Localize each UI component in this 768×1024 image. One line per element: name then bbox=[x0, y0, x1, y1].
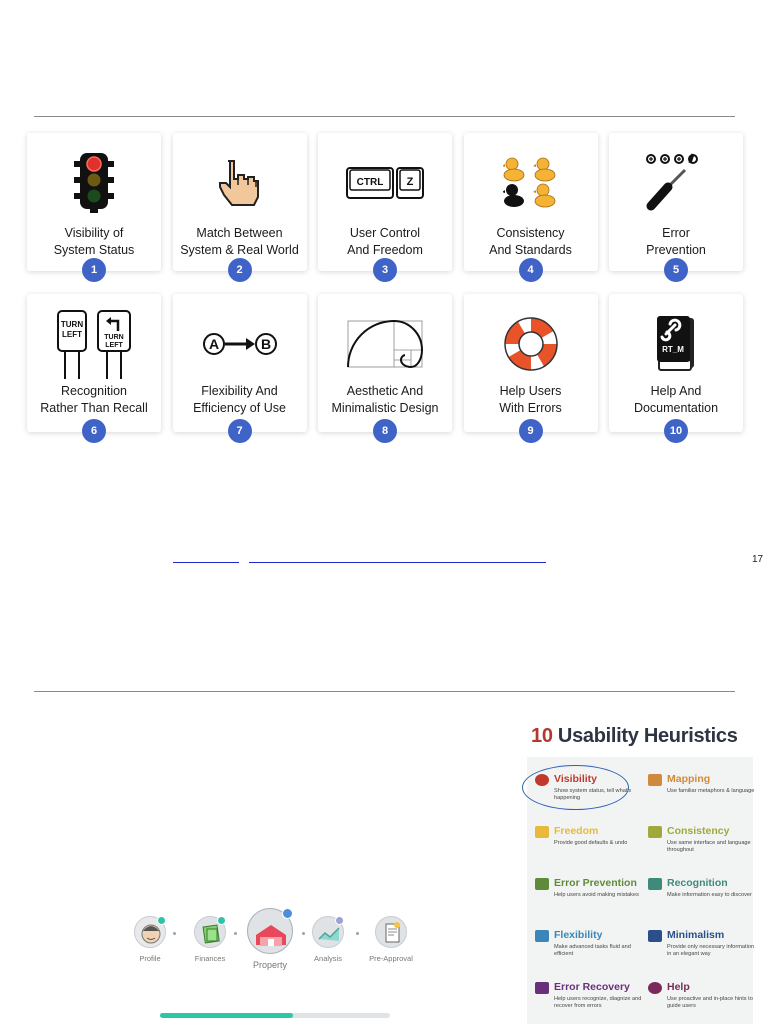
heuristic-label-line2: And Freedom bbox=[347, 243, 423, 257]
heuristic-number-badge: 3 bbox=[373, 258, 397, 282]
heuristic-name: Minimalism bbox=[667, 929, 725, 941]
heuristic-label-line2: And Standards bbox=[489, 243, 572, 257]
progress-bar bbox=[160, 1013, 390, 1018]
heuristic-label-line1: Aesthetic And bbox=[346, 384, 424, 398]
turn-left-signs-icon bbox=[56, 297, 132, 381]
heuristic-label-line2: System & Real World bbox=[180, 243, 299, 257]
heuristic-label-line2: With Errors bbox=[499, 401, 562, 415]
progress-bar-fill bbox=[160, 1013, 293, 1018]
heuristic-label-line1: User Control bbox=[349, 226, 421, 240]
step-property bbox=[242, 908, 298, 970]
warning-icon bbox=[535, 878, 549, 890]
page-number: 17 bbox=[752, 554, 764, 565]
minus-box-icon bbox=[648, 930, 662, 942]
heuristic-label-line2: System Status bbox=[53, 243, 135, 257]
heuristic-number-badge: 9 bbox=[519, 419, 543, 443]
step-separator bbox=[302, 932, 305, 935]
top-divider bbox=[34, 116, 735, 117]
heuristic-label-line2: Prevention bbox=[646, 243, 706, 257]
pointing-hand-icon bbox=[218, 159, 262, 207]
heuristic-description: Provide only necessary information in an elegant way bbox=[667, 944, 755, 957]
step-separator bbox=[356, 932, 359, 935]
heuristic-name: Freedom bbox=[554, 825, 599, 837]
house-icon bbox=[247, 908, 293, 954]
heuristic-name: Error Prevention bbox=[554, 877, 637, 889]
heuristic-card-6 bbox=[27, 294, 161, 437]
heuristic-description: Provide good defaults & undo bbox=[554, 840, 628, 846]
screwdriver-icon bbox=[645, 152, 707, 214]
heuristic-card-3 bbox=[318, 133, 452, 276]
step-label: Property bbox=[252, 960, 287, 970]
ctrl-key-label: CTRL bbox=[356, 177, 384, 188]
a-to-b-arrow-icon bbox=[202, 331, 278, 357]
heuristic-number-badge: 10 bbox=[664, 419, 688, 443]
sign-text-left: LEFT bbox=[62, 330, 82, 339]
golden-spiral-icon bbox=[347, 320, 423, 368]
source-link-long[interactable] bbox=[249, 562, 546, 563]
heuristic-description: Use same interface and language throughout bbox=[667, 840, 751, 853]
heuristic-card-8 bbox=[318, 294, 452, 437]
heuristic-name: Flexibility bbox=[554, 929, 603, 941]
step-finances bbox=[190, 916, 230, 963]
hand-icon bbox=[535, 826, 549, 838]
sign-text-turn: TURN bbox=[104, 334, 124, 341]
heuristic-label-line2: Minimalistic Design bbox=[331, 401, 439, 415]
equals-arrows-icon bbox=[648, 826, 662, 838]
title-text: Usability Heuristics bbox=[557, 725, 738, 747]
sign-text-left: LEFT bbox=[105, 342, 123, 349]
book-text: RT_M bbox=[662, 345, 684, 354]
heuristics-row-1 bbox=[27, 133, 743, 276]
manual-book-icon bbox=[656, 316, 696, 372]
heuristic-number-badge: 6 bbox=[82, 419, 106, 443]
heuristic-number-badge: 8 bbox=[373, 419, 397, 443]
heuristic-card-2 bbox=[173, 133, 307, 276]
heuristic-description: Help users avoid making mistakes bbox=[554, 892, 639, 898]
heuristic-label-line2: Documentation bbox=[633, 401, 719, 415]
letter-a: A bbox=[208, 336, 219, 352]
help-icon bbox=[648, 982, 662, 994]
heuristic-card-9 bbox=[464, 294, 598, 437]
step-analysis bbox=[310, 916, 346, 963]
heuristic-name: Visibility bbox=[554, 773, 597, 785]
z-key-label: Z bbox=[406, 176, 414, 188]
step-label: Profile bbox=[139, 954, 161, 963]
document-icon bbox=[375, 916, 407, 948]
heuristic-description: Use familiar metaphors & language bbox=[667, 788, 755, 794]
money-icon bbox=[194, 916, 226, 948]
heuristic-name: Help bbox=[667, 981, 690, 993]
heuristic-label-line1: Help And bbox=[650, 384, 702, 398]
letter-b: B bbox=[260, 336, 271, 352]
step-profile bbox=[132, 916, 168, 963]
lock-icon bbox=[535, 982, 549, 994]
heuristic-name: Recognition bbox=[667, 877, 728, 889]
heuristic-card-7 bbox=[173, 294, 307, 437]
visibility-highlight-circle bbox=[522, 765, 629, 810]
step-separator bbox=[234, 932, 237, 935]
heuristic-label-line1: Visibility of bbox=[64, 226, 124, 240]
heuristic-label-line1: Recognition bbox=[60, 384, 127, 398]
heuristic-label-line1: Flexibility And bbox=[201, 384, 278, 398]
heuristic-number-badge: 5 bbox=[664, 258, 688, 282]
title-number: 10 bbox=[531, 725, 553, 747]
ctrl-z-keys-icon bbox=[346, 166, 424, 200]
infographic-title bbox=[531, 725, 738, 748]
heuristic-label-line1: Consistency bbox=[496, 226, 565, 240]
heuristic-card-4 bbox=[464, 133, 598, 276]
heuristic-label-line1: Help Users bbox=[499, 384, 562, 398]
life-ring-icon bbox=[504, 317, 558, 371]
heuristic-label-line1: Match Between bbox=[196, 226, 283, 240]
heuristic-number-badge: 4 bbox=[519, 258, 543, 282]
bottom-divider bbox=[34, 691, 735, 692]
avatar-icon bbox=[134, 916, 166, 948]
source-link-short[interactable] bbox=[173, 562, 239, 563]
heuristic-name: Error Recovery bbox=[554, 981, 630, 993]
heuristic-card-5 bbox=[609, 133, 743, 276]
heuristic-name: Consistency bbox=[667, 825, 730, 837]
heuristic-card-1 bbox=[27, 133, 161, 276]
step-label: Pre-Approval bbox=[369, 954, 413, 963]
heuristic-number-badge: 7 bbox=[228, 419, 252, 443]
heuristic-label-line2: Efficiency of Use bbox=[193, 401, 286, 415]
heuristic-name: Mapping bbox=[667, 773, 711, 785]
heuristic-label-line1: Error bbox=[662, 226, 690, 240]
progress-steps bbox=[128, 908, 420, 1024]
heuristic-description: Show system status, tell what's happening bbox=[554, 788, 632, 801]
traffic-light-icon bbox=[74, 153, 114, 213]
heuristic-description: Use proactive and in-place hints to guide users bbox=[667, 996, 753, 1009]
heuristic-number-badge: 1 bbox=[82, 258, 106, 282]
step-label: Analysis bbox=[314, 954, 342, 963]
heuristic-description: Help users recognize, diagnize and recover from errors bbox=[554, 996, 642, 1009]
step-pre-approval bbox=[366, 916, 416, 963]
shuffle-icon bbox=[535, 930, 549, 942]
heuristic-description: Make information easy to discover bbox=[667, 892, 752, 898]
heuristic-description: Make advanced tasks fluid and efficient bbox=[554, 944, 631, 957]
sign-text-turn: TURN bbox=[60, 320, 84, 329]
step-separator bbox=[173, 932, 176, 935]
rubber-ducks-icon bbox=[503, 156, 559, 210]
heuristics-row-2 bbox=[27, 294, 743, 437]
heuristic-label-line2: Rather Than Recall bbox=[40, 401, 148, 415]
chart-icon bbox=[312, 916, 344, 948]
open-book-icon bbox=[648, 878, 662, 890]
heuristic-card-10 bbox=[609, 294, 743, 437]
heuristic-number-badge: 2 bbox=[228, 258, 252, 282]
bowtie-icon bbox=[648, 774, 662, 786]
step-label: Finances bbox=[194, 954, 226, 963]
